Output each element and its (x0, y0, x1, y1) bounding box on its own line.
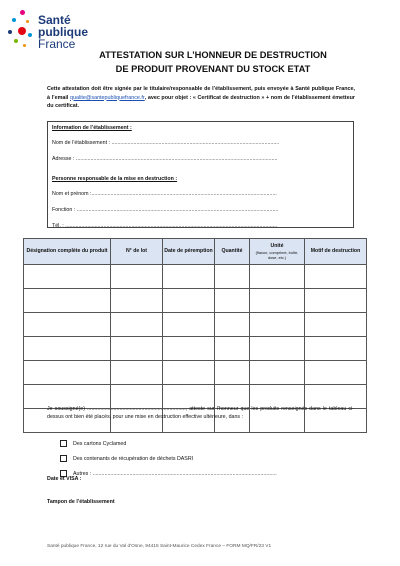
establishment-heading: Information de l’établissement : (52, 125, 132, 131)
table-cell[interactable] (24, 361, 111, 385)
table-cell[interactable] (111, 313, 163, 337)
table-cell[interactable] (163, 361, 215, 385)
header-expiry: Date de péremption (163, 239, 215, 265)
table-cell[interactable] (163, 289, 215, 313)
table-cell[interactable] (305, 289, 367, 313)
table-cell[interactable] (215, 265, 250, 289)
table-cell[interactable] (111, 265, 163, 289)
intro-text-start: Cette attestation doit être signée par le titulaire/responsable de l’établissement, puis envoyée à Santé publique France, à l’email (47, 86, 355, 101)
option-label: Des cartons Cyclamed (73, 440, 127, 447)
header-quantity: Quantité (215, 239, 250, 265)
option-label: Autres : ............................................................................................................................. (73, 470, 277, 477)
responsible-function-field[interactable]: Fonction : ......................................................................................................................................... (52, 207, 279, 213)
table-cell[interactable] (250, 313, 305, 337)
table-cell[interactable] (215, 289, 250, 313)
intro-paragraph (47, 85, 355, 111)
establishment-address-field[interactable]: Adresse : ......................................................................................................................................... (52, 156, 278, 162)
header-lot: N° de lot (111, 239, 163, 265)
header-unit (250, 239, 305, 265)
email-link[interactable]: qualite@santepubliquefrance.fr (70, 94, 145, 101)
table-cell[interactable] (305, 337, 367, 361)
table-cell[interactable] (111, 289, 163, 313)
table-cell[interactable] (250, 337, 305, 361)
responsible-heading: Personne responsable de la mise en destruction : (52, 176, 178, 182)
option-dasri[interactable] (60, 451, 277, 466)
table-cell[interactable] (250, 265, 305, 289)
declaration-text: Je soussigné(e) ..................................................................., atteste sur l’honneur que les produits renseignés dans le tableau ci-dessus ont bien été placés, pour une mise en destruction effective ultérieure, dans : (47, 406, 354, 421)
date-visa-label: Date et VISA : (47, 476, 82, 482)
header-unit-label: Unité (270, 243, 284, 250)
page-footer: Santé publique France, 12 rue du Val d’Osne, 94415 Saint-Maurice Cedex France – FORM MQ/FR/23 V1 (47, 544, 272, 549)
destruction-options (60, 436, 277, 481)
table-cell[interactable] (250, 289, 305, 313)
table-cell[interactable] (215, 361, 250, 385)
option-cyclamed[interactable] (60, 436, 277, 451)
header-reason: Motif de destruction (305, 239, 367, 265)
table-cell[interactable] (305, 265, 367, 289)
table-cell[interactable] (215, 337, 250, 361)
table-cell[interactable] (163, 313, 215, 337)
responsible-name-field[interactable]: Nom et prénom :.............................................................................................................................. (52, 191, 277, 197)
spf-logo (8, 8, 88, 56)
logo-line-2: publique (38, 25, 88, 39)
title-line-1: ATTESTATION SUR L’HONNEUR DE DESTRUCTION (99, 50, 327, 60)
table-cell[interactable] (163, 337, 215, 361)
establishment-name-field[interactable]: Nom de l’établissement : .................................................................................................................. (52, 140, 280, 146)
table-cell[interactable] (24, 337, 111, 361)
checkbox-icon[interactable] (60, 455, 67, 462)
document-title (88, 48, 338, 76)
intro-text-end: , avec pour objet : « Certificat de destruction » + nom de l’établissement émetteur du certificat. (47, 94, 355, 110)
table-cell[interactable] (111, 361, 163, 385)
table-cell[interactable] (250, 361, 305, 385)
header-unit-sub: (flacon, comprimé, boîte, dose, etc.) (255, 249, 299, 260)
option-other[interactable] (60, 466, 277, 481)
table-row (24, 337, 367, 361)
option-label: Des contenants de récupération de déchets DASRI (73, 455, 194, 462)
title-line-2: DE PRODUIT PROVENANT DU STOCK ETAT (115, 64, 311, 74)
logo-text (38, 14, 88, 50)
header-designation: Désignation complète du produit (24, 239, 111, 265)
logo-dots-icon (8, 8, 42, 52)
establishment-info-box (47, 121, 354, 228)
table-row (24, 289, 367, 313)
table-cell[interactable] (24, 289, 111, 313)
logo-line-1: Santé (38, 13, 71, 27)
logo-line-3: France (38, 37, 76, 51)
table-cell[interactable] (215, 313, 250, 337)
stamp-label: Tampon de l’établissement (47, 499, 115, 505)
products-table (23, 238, 367, 433)
table-cell[interactable] (24, 265, 111, 289)
table-row (24, 265, 367, 289)
table-row (24, 313, 367, 337)
table-cell[interactable] (111, 337, 163, 361)
table-cell[interactable] (305, 361, 367, 385)
table-row (24, 361, 367, 385)
table-cell[interactable] (24, 313, 111, 337)
checkbox-icon[interactable] (60, 440, 67, 447)
table-cell[interactable] (305, 313, 367, 337)
table-header-row (24, 239, 367, 265)
responsible-phone-field[interactable]: Tél. : ................................................................................................................................................ (52, 223, 278, 229)
table-cell[interactable] (163, 265, 215, 289)
